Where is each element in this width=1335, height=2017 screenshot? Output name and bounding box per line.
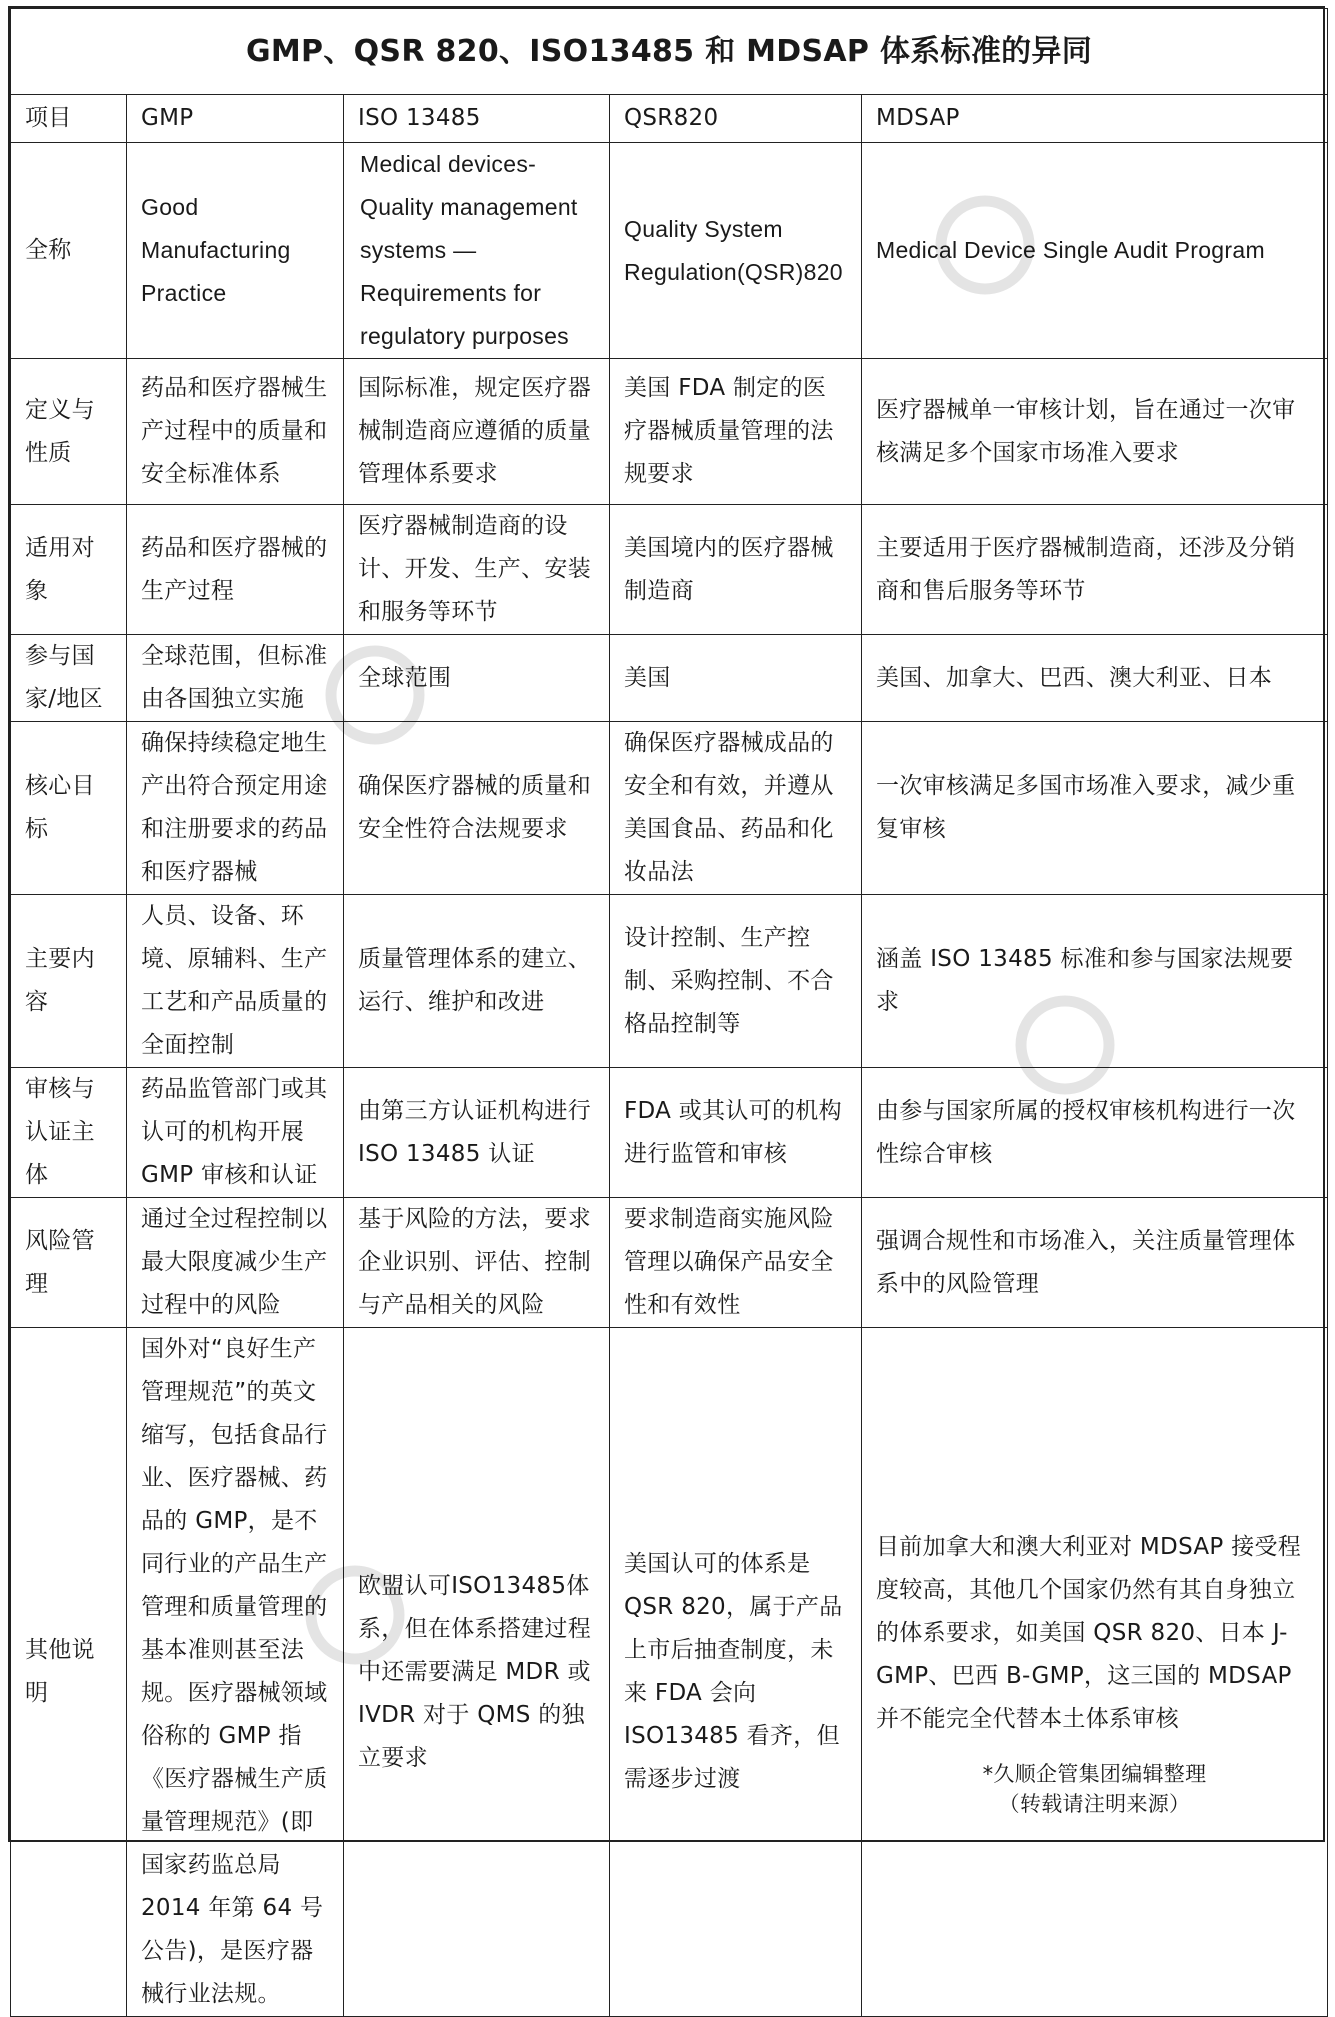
cell-qsr820: Quality System Regulation(QSR)820: [610, 143, 862, 359]
cell-gmp: 全球范围，但标准由各国独立实施: [127, 635, 344, 722]
table-row: [11, 505, 1328, 635]
cell-qsr820: 美国: [610, 635, 862, 722]
table-row: [11, 895, 1328, 1068]
table-title: GMP、QSR 820、ISO13485 和 MDSAP 体系标准的异同: [11, 9, 1328, 95]
cell-mdsap: 医疗器械单一审核计划，旨在通过一次审核满足多个国家市场准入要求: [862, 359, 1328, 505]
footnote-line1: *久顺企管集团编辑整理: [982, 1761, 1207, 1786]
table-row: [11, 722, 1328, 895]
table-row: [11, 359, 1328, 505]
cell-mdsap: 美国、加拿大、巴西、澳大利亚、日本: [862, 635, 1328, 722]
cell-iso13485: 基于风险的方法，要求企业识别、评估、控制与产品相关的风险: [344, 1198, 610, 1328]
row-label: 全称: [11, 143, 127, 359]
cell-qsr820: 美国 FDA 制定的医疗器械质量管理的法规要求: [610, 359, 862, 505]
cell-iso13485: 确保医疗器械的质量和安全性符合法规要求: [344, 722, 610, 895]
cell-mdsap: 涵盖 ISO 13485 标准和参与国家法规要求: [862, 895, 1328, 1068]
cell-gmp: 药品和医疗器械生产过程中的质量和安全标准体系: [127, 359, 344, 505]
column-header-mdsap: MDSAP: [862, 95, 1328, 143]
cell-qsr820: FDA 或其认可的机构进行监管和审核: [610, 1068, 862, 1198]
table-row: [11, 143, 1328, 359]
column-header-item: 项目: [11, 95, 127, 143]
cell-gmp: 药品和医疗器械的生产过程: [127, 505, 344, 635]
header-row: [11, 95, 1328, 143]
cell-gmp: 国外对“良好生产管理规范”的英文缩写，包括食品行业、医疗器械、药品的 GMP，是不同行业的产品生产管理和质量管理的基本准则甚至法规。医疗器械领域俗称的 GMP 指《医疗器械生产质量管理规范》(即国家药监总局 2014 年第 64 号公告)，是医疗器械行业法规。: [127, 1328, 344, 2017]
cell-iso13485: 国际标准，规定医疗器械制造商应遵循的质量管理体系要求: [344, 359, 610, 505]
cell-mdsap-text: 目前加拿大和澳大利亚对 MDSAP 接受程度较高，其他几个国家仍然有其自身独立的体系要求，如美国 QSR 820、日本 J-GMP、巴西 B-GMP，这三国的 MDSAP 并不能完全代替本土体系审核: [876, 1533, 1302, 1732]
cell-qsr820: 设计控制、生产控制、采购控制、不合格品控制等: [610, 895, 862, 1068]
cell-qsr820: 确保医疗器械成品的安全和有效，并遵从美国食品、药品和化妆品法: [610, 722, 862, 895]
footnote: [876, 1759, 1313, 1819]
row-label: 主要内容: [11, 895, 127, 1068]
cell-iso13485: 由第三方认证机构进行 ISO 13485 认证: [344, 1068, 610, 1198]
cell-iso13485: 全球范围: [344, 635, 610, 722]
row-label: 风险管理: [11, 1198, 127, 1328]
table-row: [11, 1068, 1328, 1198]
cell-iso13485: 医疗器械制造商的设计、开发、生产、安装和服务等环节: [344, 505, 610, 635]
footnote-line2: （转载请注明来源）: [998, 1791, 1191, 1816]
cell-iso13485: 欧盟认可ISO13485体系，但在体系搭建过程中还需要满足 MDR 或 IVDR 对于 QMS 的独立要求: [344, 1328, 610, 2017]
column-header-iso13485: ISO 13485: [344, 95, 610, 143]
cell-mdsap: 主要适用于医疗器械制造商，还涉及分销商和售后服务等环节: [862, 505, 1328, 635]
cell-gmp: Good Manufacturing Practice: [127, 143, 344, 359]
cell-mdsap: 一次审核满足多国市场准入要求，减少重复审核: [862, 722, 1328, 895]
cell-gmp: 通过全过程控制以最大限度减少生产过程中的风险: [127, 1198, 344, 1328]
cell-iso13485: 质量管理体系的建立、运行、维护和改进: [344, 895, 610, 1068]
table-row: [11, 635, 1328, 722]
row-label: 核心目标: [11, 722, 127, 895]
cell-gmp: 药品监管部门或其认可的机构开展 GMP 审核和认证: [127, 1068, 344, 1198]
cell-mdsap: 由参与国家所属的授权审核机构进行一次性综合审核: [862, 1068, 1328, 1198]
cell-qsr820: 要求制造商实施风险管理以确保产品安全性和有效性: [610, 1198, 862, 1328]
column-header-qsr820: QSR820: [610, 95, 862, 143]
cell-gmp: 确保持续稳定地生产出符合预定用途和注册要求的药品和医疗器械: [127, 722, 344, 895]
row-label: 参与国家/地区: [11, 635, 127, 722]
table-row: [11, 1328, 1328, 2017]
table-row: [11, 1198, 1328, 1328]
cell-gmp: 人员、设备、环境、原辅料、生产工艺和产品质量的全面控制: [127, 895, 344, 1068]
row-label: 其他说明: [11, 1328, 127, 2017]
cell-mdsap: 强调合规性和市场准入，关注质量管理体系中的风险管理: [862, 1198, 1328, 1328]
row-label: 审核与认证主体: [11, 1068, 127, 1198]
row-label: 适用对象: [11, 505, 127, 635]
comparison-table: [10, 8, 1328, 2017]
cell-mdsap: [862, 1328, 1328, 2017]
row-label: 定义与性质: [11, 359, 127, 505]
column-header-gmp: GMP: [127, 95, 344, 143]
cell-iso13485: Medical devices-Quality management systems —Requirements for regulatory purposes: [344, 143, 610, 359]
cell-mdsap: Medical Device Single Audit Program: [862, 143, 1328, 359]
cell-qsr820: 美国认可的体系是 QSR 820，属于产品上市后抽查制度，未来 FDA 会向 ISO13485 看齐，但需逐步过渡: [610, 1328, 862, 2017]
comparison-sheet: [8, 6, 1325, 2007]
cell-qsr820: 美国境内的医疗器械制造商: [610, 505, 862, 635]
